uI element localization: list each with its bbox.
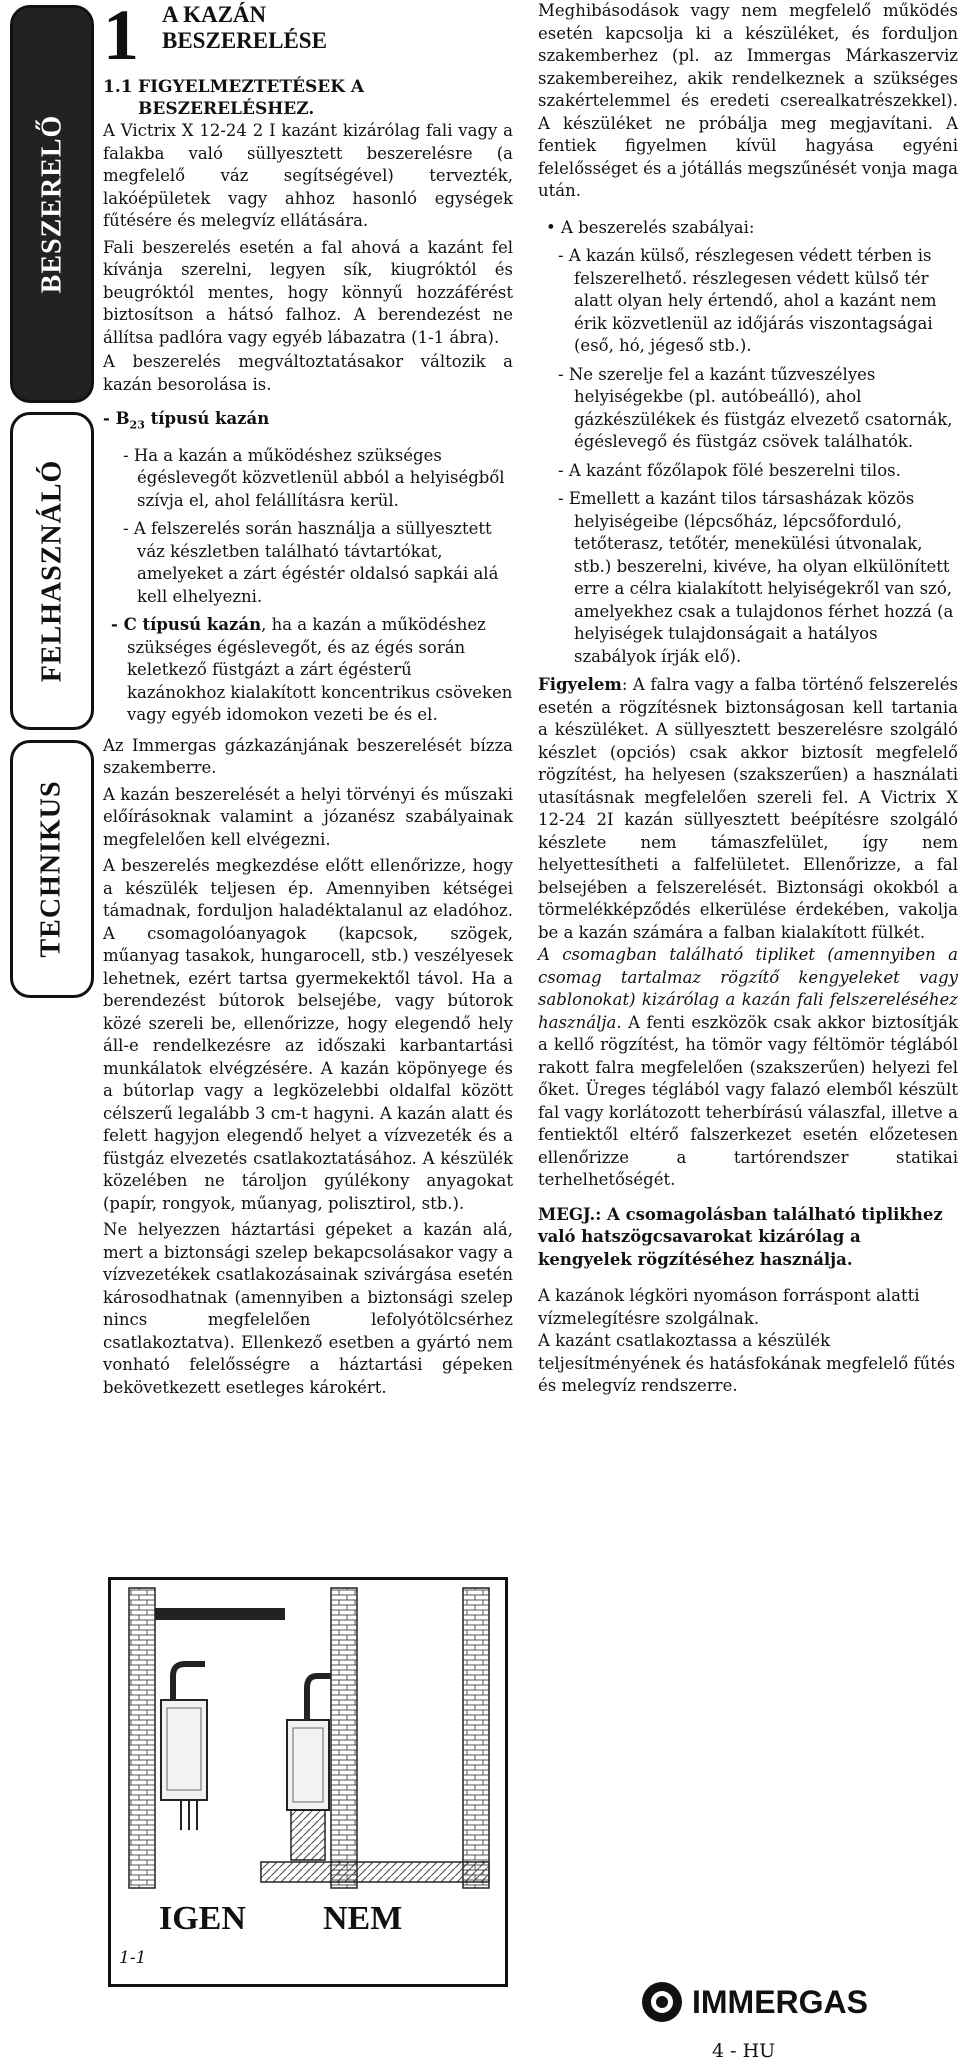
brand-name: IMMERGAS	[692, 1983, 868, 2020]
b23-prefix: - B	[103, 409, 130, 428]
paragraph: A beszerelés megváltoztatásakor változik a kazán besorolása is.	[103, 352, 513, 394]
immergas-logo-icon	[640, 1980, 684, 2024]
chapter-title-line2: BESZERELÉSE	[162, 28, 327, 53]
left-column	[103, 120, 513, 1399]
paragraph: A kazánt csatlakoztassa a készülék teljesítményének és hatásfokának megfelelő fűtés és melegvíz rendszerre.	[538, 1331, 956, 1395]
section-number: 1.1	[103, 77, 133, 97]
rule-item: - Emellett a kazánt tilos társasházak közös helyiségeibe (lépcsőház, lépcsőforduló, tetőterasz, tetőtér, menekülési útvonalak, stb.) beszerelni, kivéve, ha olyan elkülönített erre a célra kialakított helyiségekről van szó, amelyekhez csak a tulajdonos férhet hozzá (a helyiségek tulajdonságait a hatályos szabályok írják elő).	[558, 489, 954, 666]
chapter-number: 1	[103, 0, 139, 75]
paragraph: A kazán beszerelését a helyi törvényi és műszaki előírásoknak valamint a józanész szabályainak megfelelően kell elvégezni.	[103, 784, 513, 849]
warning-paragraph	[538, 674, 958, 944]
rule-item: - A kazánt főzőlapok fölé beszerelni tilos.	[558, 460, 901, 480]
italic-continuation: A fenti eszközök csak akkor biztosítják a kellő rögzítést, ha tömör vagy féltömör téglából rakott falra megfelelően (szakszerűen) helyezi fel őket. Üreges téglából vagy falazó elemből készült fal vagy korlátozott teherbírású válaszfal, illetve a fentiektől eltérő falszerkezet esetén előzetesen ellenőrizze a tartórendszer statikai terhelhetőségét.	[538, 1012, 958, 1189]
tab-technikus-label: TECHNIKUS	[36, 780, 68, 958]
rule-item: - A kazán külső, részlegesen védett térben is felszerelhető. részlegesen védett külső tér alatt olyan hely értendő, ahol a kazánt nem érik közvetlenül az időjárás viszontagságai (eső, hó, jégeső stb.).	[558, 246, 937, 355]
warning-label: Figyelem	[538, 675, 622, 694]
paragraph: A kazánok légköri nyomáson forráspont alatti vízmelegítésre szolgálnak.	[538, 1286, 920, 1328]
figure-number: 1-1	[119, 1948, 147, 1968]
list-item: - A felszerelés során használja a süllyesztett váz készletben található távtartókat, amelyeket a zárt égéstér oldalsó sapkái alá kell elhelyezni.	[123, 519, 499, 606]
figure-label-no: NEM	[323, 1900, 403, 1937]
paragraph: A beszerelés megkezdése előtt ellenőrizze, hogy a készülék teljesen ép. Amennyiben kétségei támadnak, forduljon haladéktalanul az eladóhoz. A csomagolóanyagok (kapcsok, szögek, műanyag tasakok, hungarocell, stb.) veszélyesek lehetnek, ezért tartsa gyermekektől távol. Ha a berendezést bútorok belsejébe, vagy bútorok közé szereli be, ellenőrizze, hogy elegendő hely áll-e rendelkezésre az időszaki karbantartási munkálatok elvégzésére. A kazán köpönyege és a bútorlap vagy a legközelebbi oldalfal között célszerű legalább 3 cm-t hagyni. A kazán alatt és felett hagyjon elegendő helyet a vízvezeték és a füstgáz elvezetés csatlakoztatásához. A készülék közelében ne tároljon gyúlékony anyagokat (papír, rongyok, műanyag, polisztirol, stb.).	[103, 856, 513, 1213]
center-wall	[331, 1588, 357, 1888]
boiler-left	[161, 1700, 207, 1800]
chapter-title-line1: A KAZÁN	[162, 2, 267, 27]
list-item: - Ha a kazán a működéshez szükséges égéslevegőt közvetlenül abból a helyiségből szívja el, ahol felállításra kerül.	[123, 445, 505, 510]
b23-heading	[103, 408, 513, 437]
tab-felhasznalo-label: FELHASZNÁLÓ	[36, 459, 68, 683]
paragraph: Ne helyezzen háztartási gépeket a kazán alá, mert a biztonsági szelep bekapcsolásakor vagy a vízvezetékek csatlakozásainak szivárgása esetén károsodhatnak (amennyiben a biztonsági szelep nincs megfelelően lefolyótölcsérhez csatlakoztatva). Ellenkező esetben a gyártó nem vonható felelősségre a háztartási gépeken bekövetkezett esetleges károkért.	[103, 1220, 513, 1397]
bullet-heading: • A beszerelés szabályai:	[546, 217, 755, 237]
tab-felhasznalo[interactable]	[10, 412, 94, 730]
warning-text: : A falra vagy a falba történő felszerelés esetén a rögzítésnek biztonságosan kell tartania a készüléket. A süllyesztett beszerelésre szolgáló készlet (opciós) csak akkor biztosít megfelelő rögzítést, ha helyesen (szakszerűen) a használati utasításnak megfelelően szereli fel. A Victrix X 12-24 2I kazán süllyesztett beépítésre szolgáló készlete nem támaszfelület, így nem helyettesítheti a falfelületet. Ellenőrizze, a fal belsejében a felszerelését. Biztonsági okokból a törmelékképződés elkerülése érdekében, vakolja be a kazán számára a falban kialakított fülkét.	[538, 675, 958, 942]
paragraph: Meghibásodások vagy nem megfelelő működés esetén kapcsolja ki a készüléket, és forduljon szakemberhez (pl. az Immergas Márkaszerviz szakembereihez, akik rendelkeznek a szükséges szakértelemmel és eredeti cserealkatrészekkel). A készüléket ne próbálja meg megjavítani. A fentiek figyelmen kívül hagyása egyéni felelősséget és a jótállás megszűnését vonja maga után.	[538, 1, 958, 200]
italic-paragraph	[538, 944, 958, 1192]
figure-label-yes: IGEN	[159, 1900, 246, 1937]
chapter-title	[162, 2, 327, 54]
paragraph: Az Immergas gázkazánjának beszerelését bízza szakemberre.	[103, 735, 513, 778]
tab-beszerelo[interactable]	[10, 5, 94, 403]
c-type-label: - C típusú kazán	[111, 615, 262, 635]
left-wall	[129, 1588, 155, 1888]
page-number: 4 - HU	[712, 2040, 776, 2062]
italic-note: A csomagban található tipliket (amennyiben a csomag tartalmaz rögzítő kengyeleket vagy sablonokat) kizárólag a kazán fali felszereléséhez használja.	[538, 945, 958, 1032]
c-type-item	[103, 614, 513, 727]
b23-subscript: 23	[129, 418, 145, 432]
rule-item: - Ne szerelje fel a kazánt tűzveszélyes helyiségekbe (pl. autóbeálló), ahol gázkészülékek és füstgáz elvezető csatornák, égéslevegő és füstgáz csövek találhatók.	[558, 364, 953, 451]
paragraph: Fali beszerelés esetén a fal ahová a kazánt fel kívánja szerelni, legyen sík, kiugróktól és beugróktól mentes, hogy könnyű hozzáférést biztosítson a hátsó falhoz. A berendezést ne állítsa padlóra vagy egyéb lábazatra (1-1 ábra).	[103, 237, 513, 347]
floor	[261, 1862, 489, 1882]
right-wall	[463, 1588, 489, 1888]
b23-suffix: típusú kazán	[144, 409, 270, 428]
note-megj: MEGJ.: A csomagolásban található tiplikhez való hatszögcsavarokat kizárólag a kengyelek rögzítéséhez használja.	[538, 1204, 943, 1269]
tab-beszerelo-label: BESZERELŐ	[36, 114, 68, 294]
brand-logo	[640, 1980, 868, 2024]
section-title-line2: BESZERELÉSHEZ.	[138, 99, 315, 119]
section-heading	[103, 76, 364, 120]
paragraph: A Victrix X 12-24 2 I kazánt kizárólag fali vagy a falakba való süllyesztett beszerelésre (a megfelelő váz segítségével) tervezték, lakóépületek vagy ahhoz hasonló egységek fűtésére és melegvíz ellátására.	[103, 121, 513, 230]
tab-technikus[interactable]	[10, 740, 94, 998]
figure-installation	[108, 1577, 508, 1987]
c-type-text: , ha a kazán a működéshez szükséges égéslevegőt, és az égés során keletkező füstgázt a zárt égésterű kazánokhoz kialakított koncentrikus csöveken vagy egyéb idomokon vezeti be és el.	[127, 615, 513, 725]
right-column	[538, 0, 958, 1398]
section-title-line1: FIGYELMEZTETÉSEK A	[138, 77, 365, 97]
ceiling-beam	[155, 1608, 285, 1620]
